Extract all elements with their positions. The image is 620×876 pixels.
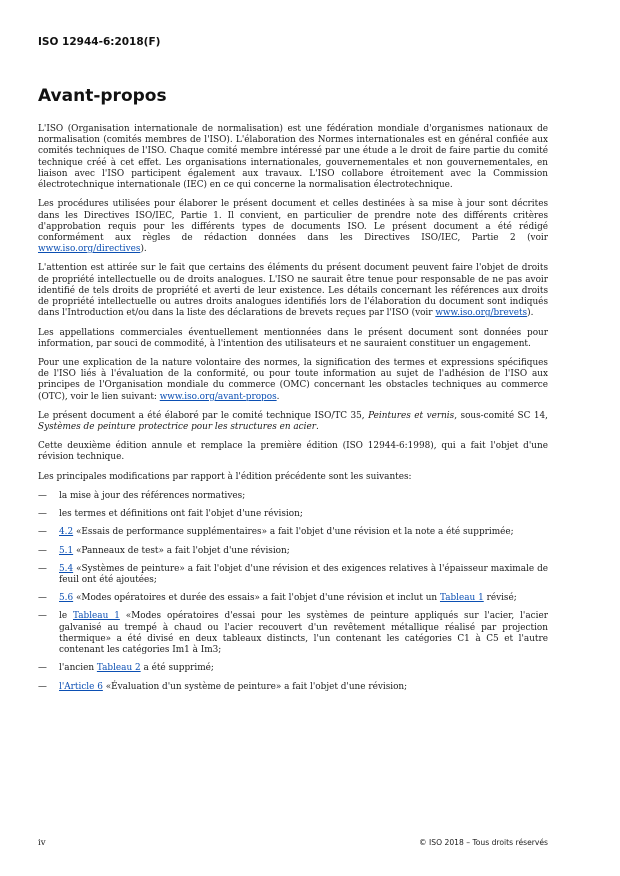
paragraph-text: Les procédures utilisées pour élaborer le présent document et celles destinées à sa mise à jour sont décrites dans les Directives ISO/IEC, Partie 1. Il convient, en particulier de prendre note des différents critères d'approbation requis pour les différents types de documents ISO. Le présent document a été rédigé conformément aux règles de rédaction données dans les Directives ISO/IEC, Partie 2 (voir [38,199,548,243]
changes-list [38,491,548,693]
list-item-text: révisé; [483,593,517,604]
document-body [38,124,548,700]
clause-5-4-link[interactable]: 5.4 [59,563,74,574]
dash-bullet: — [38,509,47,520]
list-item [38,682,548,693]
copyright-notice: © ISO 2018 – Tous droits réservés [419,838,548,847]
article-6-link[interactable]: l'Article 6 [59,681,103,692]
list-item [38,509,548,520]
paragraph-edition: Cette deuxième édition annule et remplace la première édition (ISO 12944-6:1998), qui a fait l'objet d'une révision technique. [38,441,548,463]
clause-5-1-link[interactable]: 5.1 [59,545,74,556]
table-1-link[interactable]: Tableau 1 [73,611,120,622]
committee-title: Peintures et vernis [368,410,455,421]
clause-4-2-link[interactable]: 4.2 [59,527,74,538]
paragraph-committee [38,411,548,433]
dash-bullet: — [38,563,47,574]
list-item [38,491,548,502]
list-item [38,593,548,604]
dash-bullet: — [38,681,47,692]
list-item-text: «Modes opératoires et durée des essais» a fait l'objet d'une révision et inclut un [73,593,440,604]
list-item [38,663,548,674]
dash-bullet: — [38,545,47,556]
paragraph-text: ). [527,308,534,319]
paragraph-text: ). [140,244,147,255]
paragraph-patents [38,263,548,319]
paragraph-iso-intro: L'ISO (Organisation internationale de normalisation) est une fédération mondiale d'organismes nationaux de normalisation (comités membres de l'ISO). L'élaboration des Normes internationales est en général confiée aux comités techniques de l'ISO. Chaque comité membre intéressé par une étude a le droit de faire partie du comité technique créé à cet effet. Les organisations internationales, gouvernementales et non gouvernementales, en liaison avec l'ISO participent également aux travaux. L'ISO collabore étroitement avec la Commission électrotechnique internationale (IEC) en ce qui concerne la normalisation électrotechnique. [38,124,548,191]
list-item [38,611,548,656]
list-item-text: a été supprimé; [140,663,214,674]
paragraph-procedures [38,199,548,255]
list-item-text: «Systèmes de peinture» a fait l'objet d'une révision et des exigences relatives à l'épaisseur maximale de feuil ont été ajoutées; [59,563,548,585]
page-title: Avant-propos [38,86,167,106]
dash-bullet: — [38,527,47,538]
dash-bullet: — [38,663,47,674]
list-item-text: «Évaluation d'un système de peinture» a fait l'objet d'une révision; [102,681,408,692]
clause-5-6-link[interactable]: 5.6 [59,593,74,604]
paragraph-text: . [315,422,319,433]
list-item-text: la mise à jour des références normatives; [59,490,246,501]
paragraph-text: Pour une explication de la nature volontaire des normes, la signification des termes et expressions spécifiques de l'ISO liés à l'évaluation de la conformité, ou pour toute information au sujet de l'adhésion de l'ISO aux principes de l'Organisation mondiale du commerce (OMC) concernant les obstacles techniques au commerce (OTC), voir le lien suivant: [38,357,548,402]
list-item-text: «Essais de performance supplémentaires» a fait l'objet d'une révision et la note a été supprimée; [73,527,514,538]
subcommittee-title: Systèmes de peinture protectrice pour les structures en acier [38,422,316,433]
paragraph-text: L'attention est attirée sur le fait que certains des éléments du présent document peuvent faire l'objet de droits de propriété intellectuelle ou de droits analogues. L'ISO ne saurait être tenue pour responsable de ne pas avoir identifié de tels droits de propriété et averti de leur existence. Les détails concernant les références aux droits de propriété intellectuelle ou autres droits analogues identifiés lors de l'élaboration du document sont indiqués dans l'Introduction et/ou dans la liste des déclarations de brevets reçues par l'ISO (voir [38,263,548,319]
list-item-text: «Panneaux de test» a fait l'objet d'une révision; [73,545,290,556]
list-item-text: le [59,611,73,622]
dash-bullet: — [38,611,47,622]
foreword-link[interactable]: www.iso.org/avant-propos [159,391,277,402]
page-number: iv [38,838,46,848]
list-item-text: les termes et définitions ont fait l'objet d'une révision; [59,509,303,520]
list-item-text: l'ancien [59,663,97,674]
list-item [38,527,548,538]
paragraph-trade-names: Les appellations commerciales éventuellement mentionnées dans le présent document sont données pour information, par souci de commodité, à l'intention des utilisateurs et ne sauraient constituer un engagement. [38,327,548,349]
directives-link[interactable]: www.iso.org/directives [38,244,141,255]
list-item [38,564,548,586]
table-1-link[interactable]: Tableau 1 [439,593,484,604]
dash-bullet: — [38,593,47,604]
paragraph-text: Le présent document a été élaboré par le comité technique ISO/TC 35, [38,410,369,421]
paragraph-voluntary-nature [38,358,548,403]
patents-link[interactable]: www.iso.org/brevets [435,308,528,319]
paragraph-text: . [276,391,280,402]
paragraph-text: , sous-comité SC 14, [454,410,549,421]
document-id-header: ISO 12944-6:2018(F) [38,36,161,48]
dash-bullet: — [38,490,47,501]
table-2-link[interactable]: Tableau 2 [96,663,141,674]
paragraph-changes-intro: Les principales modifications par rapport à l'édition précédente sont les suivantes: [38,471,412,482]
list-item-text: «Modes opératoires d'essai pour les systèmes de peinture appliqués sur l'acier, l'acier galvanisé au trempé à chaud ou l'acier recouvert d'un revêtement métallique réalisé par projection thermique» a été divisé en deux tableaux distincts, l'un contenant les catégories C1 à C5 et l'autre contenant les catégories Im1 à Im3; [59,611,548,656]
list-item [38,546,548,557]
